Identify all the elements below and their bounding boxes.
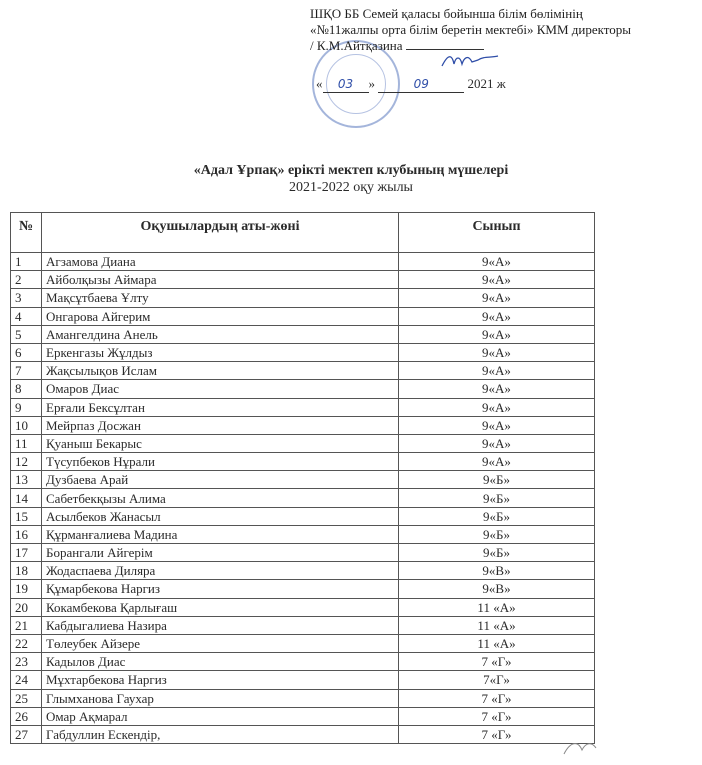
row-number: 7 bbox=[11, 362, 42, 380]
student-name: Глымханова Гаухар bbox=[42, 689, 399, 707]
row-number: 23 bbox=[11, 653, 42, 671]
row-number: 21 bbox=[11, 616, 42, 634]
row-number: 1 bbox=[11, 253, 42, 271]
approval-line-1: ШҚО ББ Семей қаласы бойынша білім бөлімінің bbox=[310, 6, 583, 21]
student-name: Омаров Диас bbox=[42, 380, 399, 398]
student-class: 9«А» bbox=[399, 271, 595, 289]
header-class: Сынып bbox=[399, 213, 595, 253]
document-title: «Адал Ұрпақ» ерікті мектеп клубының мүшелері bbox=[193, 163, 509, 178]
row-number: 8 bbox=[11, 380, 42, 398]
table-row bbox=[11, 471, 595, 489]
table-header-row bbox=[11, 213, 595, 253]
table-row bbox=[11, 616, 595, 634]
student-class: 9«А» bbox=[399, 434, 595, 452]
table-row bbox=[11, 489, 595, 507]
row-number: 4 bbox=[11, 307, 42, 325]
student-class: 9«А» bbox=[399, 325, 595, 343]
student-name: Еркенгазы Жұлдыз bbox=[42, 343, 399, 361]
table-row bbox=[11, 307, 595, 325]
student-name: Кадылов Диас bbox=[42, 653, 399, 671]
members-table bbox=[10, 212, 595, 744]
student-class: 9«А» bbox=[399, 289, 595, 307]
row-number: 2 bbox=[11, 271, 42, 289]
row-number: 16 bbox=[11, 525, 42, 543]
student-class: 9«Б» bbox=[399, 507, 595, 525]
student-name: Кокамбекова Қарлығаш bbox=[42, 598, 399, 616]
student-name: Кабдыгалиева Назира bbox=[42, 616, 399, 634]
student-name: Құрманғалиева Мадина bbox=[42, 525, 399, 543]
table-row bbox=[11, 725, 595, 743]
table-row bbox=[11, 289, 595, 307]
student-name: Мейрпаз Досжан bbox=[42, 416, 399, 434]
row-number: 10 bbox=[11, 416, 42, 434]
student-class: 9«В» bbox=[399, 580, 595, 598]
header-name: Оқушылардың аты-жөні bbox=[42, 213, 399, 253]
approval-date: « 03 » 09 2021 ж bbox=[316, 76, 506, 91]
approval-block bbox=[310, 6, 631, 54]
table-row bbox=[11, 434, 595, 452]
student-name: Сабетбекқызы Алима bbox=[42, 489, 399, 507]
student-name: Айболқызы Аймара bbox=[42, 271, 399, 289]
student-class: 9«А» bbox=[399, 380, 595, 398]
student-name: Мақсұтбаева Ұлту bbox=[42, 289, 399, 307]
table-row bbox=[11, 253, 595, 271]
student-name: Түсупбеков Нұрали bbox=[42, 453, 399, 471]
table-row bbox=[11, 544, 595, 562]
table-row bbox=[11, 362, 595, 380]
header-number: № bbox=[11, 213, 42, 253]
student-class: 9«А» bbox=[399, 343, 595, 361]
student-class: 7 «Г» bbox=[399, 689, 595, 707]
approval-line-2: «№11жалпы орта білім беретін мектебі» КММ директоры bbox=[310, 22, 632, 37]
table-row bbox=[11, 525, 595, 543]
table-row bbox=[11, 453, 595, 471]
table-row bbox=[11, 707, 595, 725]
student-class: 11 «А» bbox=[399, 598, 595, 616]
student-class: 9«Б» bbox=[399, 525, 595, 543]
student-class: 9«В» bbox=[399, 562, 595, 580]
student-class: 7«Г» bbox=[399, 671, 595, 689]
student-class: 7 «Г» bbox=[399, 707, 595, 725]
student-name: Габдуллин Ескендір, bbox=[42, 725, 399, 743]
row-number: 24 bbox=[11, 671, 42, 689]
corner-signature-mark bbox=[560, 738, 600, 758]
row-number: 11 bbox=[11, 434, 42, 452]
student-name: Онгарова Айгерим bbox=[42, 307, 399, 325]
student-class: 7 «Г» bbox=[399, 725, 595, 743]
table-row bbox=[11, 653, 595, 671]
row-number: 9 bbox=[11, 398, 42, 416]
table-row bbox=[11, 634, 595, 652]
student-name: Борангали Айгерім bbox=[42, 544, 399, 562]
table-row bbox=[11, 325, 595, 343]
student-class: 9«А» bbox=[399, 416, 595, 434]
date-day: 03 bbox=[337, 77, 354, 91]
table-row bbox=[11, 580, 595, 598]
row-number: 19 bbox=[11, 580, 42, 598]
row-number: 15 bbox=[11, 507, 42, 525]
student-name: Мұхтарбекова Наргиз bbox=[42, 671, 399, 689]
document-subtitle: 2021-2022 оқу жылы bbox=[289, 180, 413, 195]
row-number: 13 bbox=[11, 471, 42, 489]
table-row bbox=[11, 598, 595, 616]
table-row bbox=[11, 380, 595, 398]
student-name: Агзамова Диана bbox=[42, 253, 399, 271]
student-name: Жақсылықов Ислам bbox=[42, 362, 399, 380]
student-name: Амангелдина Анель bbox=[42, 325, 399, 343]
row-number: 6 bbox=[11, 343, 42, 361]
director-name: / К.М.Айтқазина bbox=[310, 38, 403, 53]
student-name: Төлеубек Айзере bbox=[42, 634, 399, 652]
row-number: 12 bbox=[11, 453, 42, 471]
student-name: Қуаныш Бекарыс bbox=[42, 434, 399, 452]
student-class: 7 «Г» bbox=[399, 653, 595, 671]
row-number: 17 bbox=[11, 544, 42, 562]
student-class: 9«А» bbox=[399, 307, 595, 325]
table-row bbox=[11, 562, 595, 580]
student-name: Жодаспаева Диляра bbox=[42, 562, 399, 580]
student-name: Омар Ақмарал bbox=[42, 707, 399, 725]
student-class: 9«А» bbox=[399, 362, 595, 380]
row-number: 3 bbox=[11, 289, 42, 307]
student-class: 9«Б» bbox=[399, 489, 595, 507]
table-row bbox=[11, 271, 595, 289]
student-class: 9«Б» bbox=[399, 544, 595, 562]
row-number: 25 bbox=[11, 689, 42, 707]
table-row bbox=[11, 689, 595, 707]
student-class: 9«А» bbox=[399, 253, 595, 271]
table-row bbox=[11, 671, 595, 689]
student-class: 11 «А» bbox=[399, 634, 595, 652]
row-number: 22 bbox=[11, 634, 42, 652]
table-row bbox=[11, 507, 595, 525]
student-name: Ерғали Бексұлтан bbox=[42, 398, 399, 416]
table-row bbox=[11, 416, 595, 434]
student-name: Асылбеков Жанасыл bbox=[42, 507, 399, 525]
table-body bbox=[11, 253, 595, 744]
row-number: 20 bbox=[11, 598, 42, 616]
student-name: Құмарбекова Наргиз bbox=[42, 580, 399, 598]
student-class: 9«А» bbox=[399, 398, 595, 416]
row-number: 27 bbox=[11, 725, 42, 743]
date-year: 2021 ж bbox=[467, 76, 506, 91]
student-class: 9«Б» bbox=[399, 471, 595, 489]
approval-line-3 bbox=[310, 38, 631, 54]
table-row bbox=[11, 343, 595, 361]
student-name: Дузбаева Арай bbox=[42, 471, 399, 489]
table-row bbox=[11, 398, 595, 416]
row-number: 18 bbox=[11, 562, 42, 580]
row-number: 14 bbox=[11, 489, 42, 507]
date-month: 09 bbox=[413, 77, 429, 91]
row-number: 26 bbox=[11, 707, 42, 725]
student-class: 11 «А» bbox=[399, 616, 595, 634]
row-number: 5 bbox=[11, 325, 42, 343]
student-class: 9«А» bbox=[399, 453, 595, 471]
